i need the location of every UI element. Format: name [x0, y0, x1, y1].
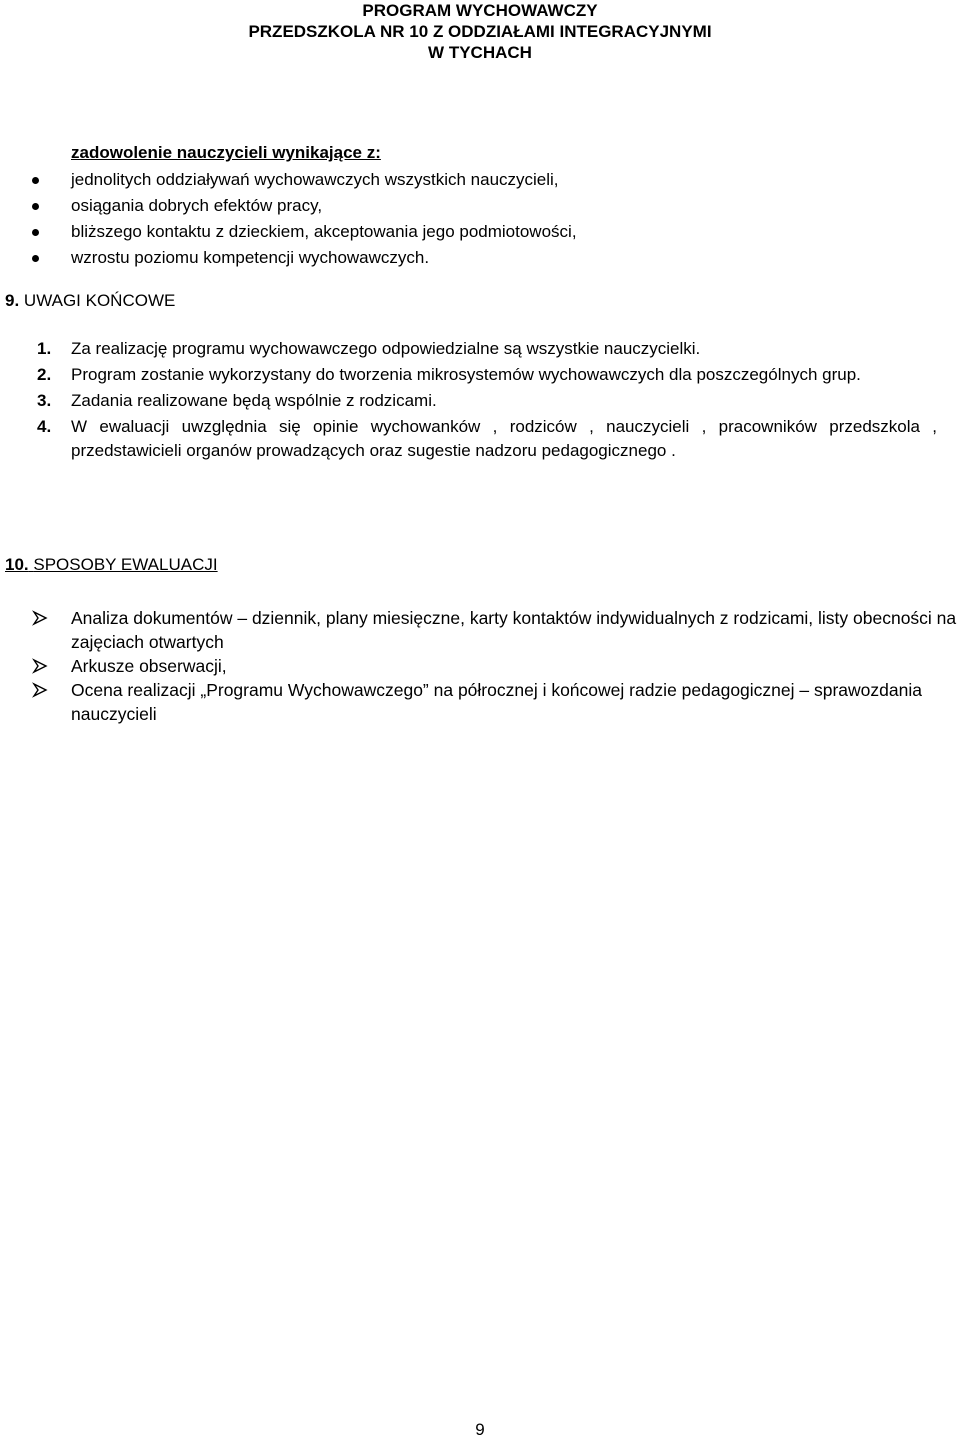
list-item-text: bliższego kontaktu z dzieckiem, akceptowania jego podmiotowości,	[71, 222, 577, 241]
list-item	[0, 389, 937, 413]
bullet-icon	[32, 203, 39, 210]
list-item	[0, 220, 577, 246]
list-item-text: Analiza dokumentów – dziennik, plany miesięczne, karty kontaktów indywidualnych z rodzicami, listy obecności na zajęciach otwartych	[71, 608, 957, 652]
list-item	[0, 246, 577, 272]
section-number: 9.	[5, 291, 20, 310]
list-item	[0, 168, 577, 194]
item-text: Zadania realizowane będą wspólnie z rodzicami.	[71, 391, 437, 410]
section-10-list	[0, 606, 960, 726]
list-item-text: jednolitych oddziaływań wychowawczych wszystkich nauczycieli,	[71, 170, 559, 189]
list-item-text: Ocena realizacji „Programu Wychowawczego” na półrocznej i końcowej radzie pedagogicznej – sprawozdania nauczycieli	[71, 680, 922, 724]
item-text: Za realizację programu wychowawczego odpowiedzialne są wszystkie nauczycielki.	[71, 339, 701, 358]
header-title-line1: PROGRAM WYCHOWAWCZY	[362, 1, 598, 20]
item-number: 2.	[37, 365, 52, 384]
section-title: SPOSOBY EWALUACJI	[33, 555, 218, 574]
arrow-bullet-icon	[32, 682, 48, 698]
section-10-heading	[5, 554, 218, 576]
list-item	[0, 337, 937, 361]
item-text: W ewaluacji uwzględnia się opinie wychowanków , rodziców , nauczycieli , pracowników przedszkola , przedstawicieli organów prowadzących oraz sugestie nadzoru pedagogicznego .	[71, 417, 937, 460]
list-item-text: Arkusze obserwacji,	[71, 656, 227, 676]
section-number: 10.	[5, 555, 29, 574]
arrow-bullet-icon	[32, 610, 48, 626]
item-text: Program zostanie wykorzystany do tworzenia mikrosystemów wychowawczych dla poszczególnych grup.	[71, 365, 861, 384]
list-item	[0, 363, 937, 387]
intro-heading: zadowolenie nauczycieli wynikające z:	[71, 143, 381, 162]
section-9-heading	[5, 290, 175, 312]
list-item	[0, 415, 937, 463]
bullet-icon	[32, 177, 39, 184]
arrow-bullet-icon	[32, 658, 48, 674]
intro-bullet-list	[0, 168, 577, 272]
page-number: 9	[475, 1420, 485, 1439]
section-title: UWAGI KOŃCOWE	[23, 291, 176, 310]
list-item	[0, 654, 960, 678]
list-item	[0, 678, 960, 726]
document-header	[0, 0, 960, 63]
header-title-line3: W TYCHACH	[428, 43, 532, 62]
bullet-icon	[32, 229, 39, 236]
item-number: 3.	[37, 391, 52, 410]
header-title-line2: PRZEDSZKOLA NR 10 Z ODDZIAŁAMI INTEGRACYJNYMI	[248, 22, 712, 41]
item-number: 4.	[37, 417, 52, 436]
bullet-icon	[32, 255, 39, 262]
list-item	[0, 606, 960, 654]
list-item-text: wzrostu poziomu kompetencji wychowawczych.	[71, 248, 430, 267]
list-item-text: osiągania dobrych efektów pracy,	[71, 196, 323, 215]
section-9-list	[0, 337, 937, 465]
item-number: 1.	[37, 339, 52, 358]
list-item	[0, 194, 577, 220]
